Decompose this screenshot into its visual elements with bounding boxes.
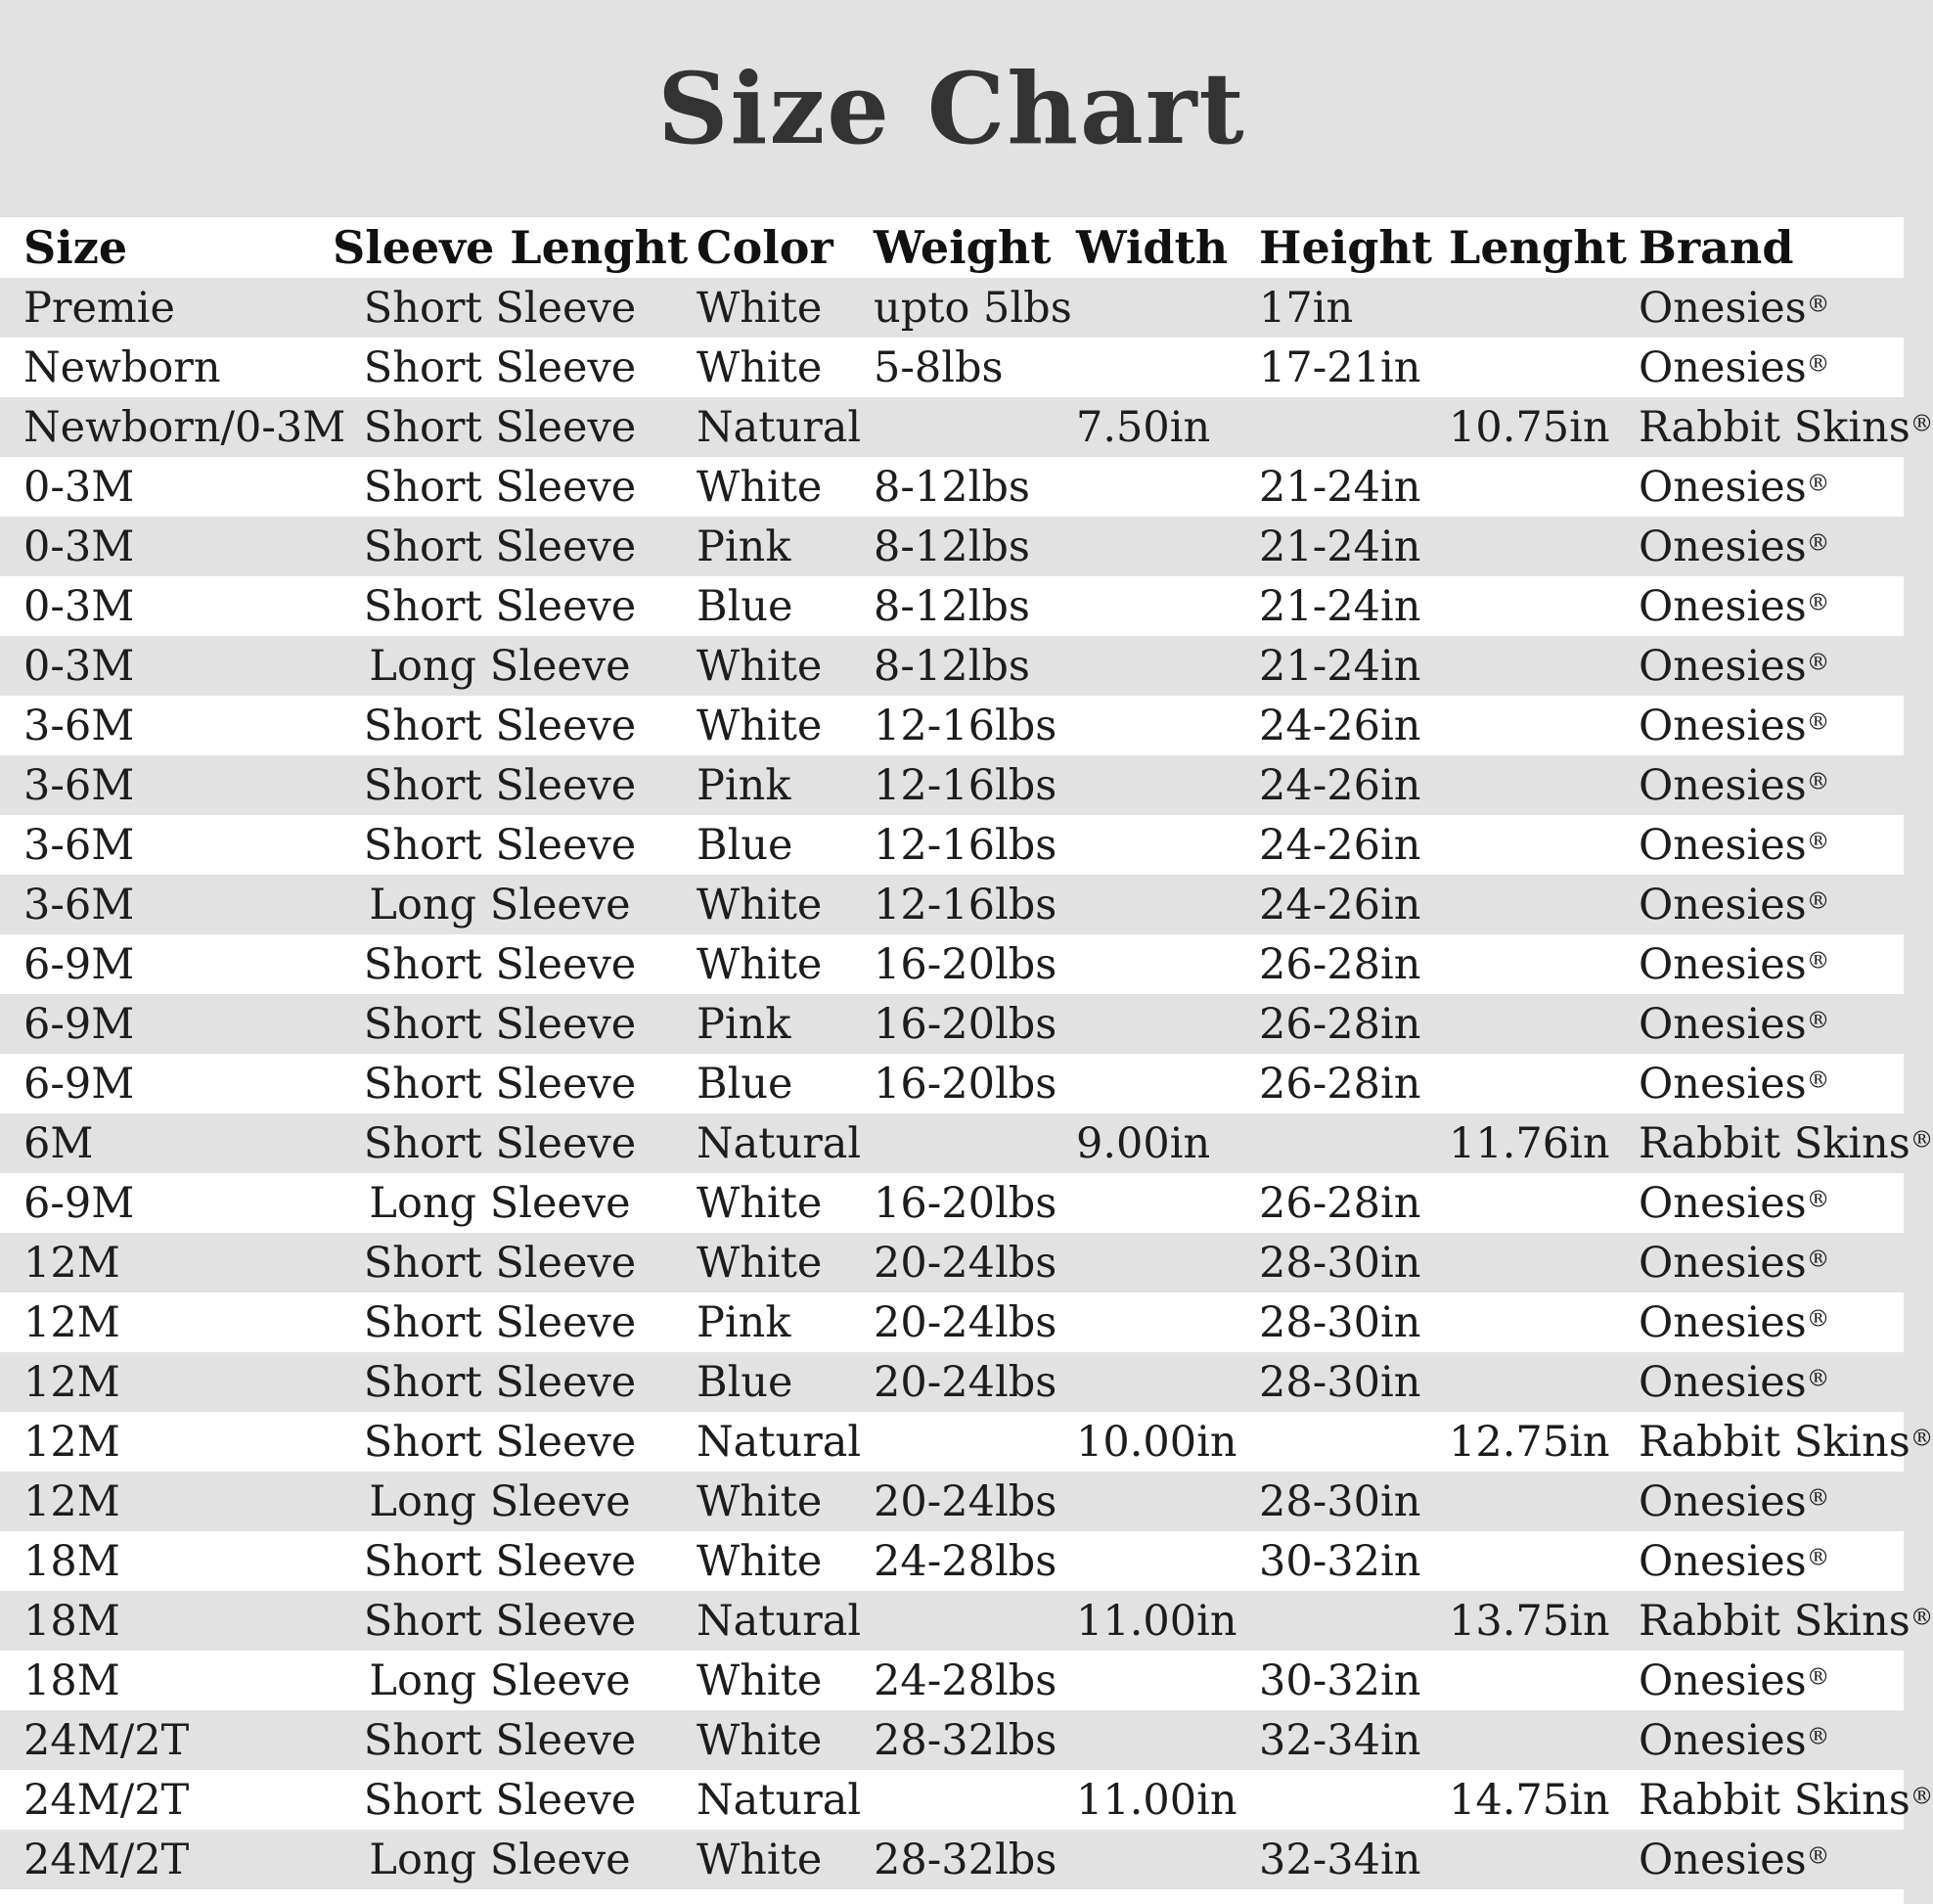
- cell-weight: 12-16lbs: [874, 760, 1057, 810]
- cell-height: 26-28in: [1259, 1178, 1421, 1228]
- cell-weight: 5-8lbs: [874, 342, 1004, 392]
- cell-size: 12M: [23, 1297, 120, 1347]
- col-header-color: Color: [697, 221, 833, 274]
- cell-color: White: [697, 342, 823, 392]
- cell-weight: 8-12lbs: [874, 641, 1030, 691]
- cell-weight: 28-32lbs: [874, 1715, 1057, 1765]
- cell-size: Newborn: [23, 342, 221, 392]
- cell-width: 10.00in: [1076, 1417, 1237, 1467]
- cell-sleeve-length: Short Sleeve: [363, 581, 637, 631]
- cell-brand: [1639, 1418, 1933, 1467]
- cell-length: 14.75in: [1449, 1775, 1610, 1825]
- registered-trademark-symbol: ®: [1806, 348, 1830, 377]
- cell-brand: [1639, 1477, 1904, 1526]
- brand-name: Onesies: [1639, 581, 1807, 631]
- brand-name: Rabbit Skins: [1639, 1417, 1911, 1467]
- table-row: [0, 1412, 1933, 1472]
- cell-color: White: [697, 1536, 823, 1586]
- cell-weight: 16-20lbs: [874, 1178, 1057, 1228]
- brand-name: Onesies: [1639, 1059, 1807, 1109]
- table-row: [0, 338, 1904, 397]
- cell-size: 12M: [23, 1476, 120, 1526]
- cell-size: 6-9M: [23, 1059, 135, 1109]
- registered-trademark-symbol: ®: [1806, 468, 1830, 496]
- cell-weight: 20-24lbs: [874, 1238, 1057, 1288]
- brand-name: Rabbit Skins: [1639, 1118, 1911, 1168]
- cell-size: 6-9M: [23, 999, 135, 1049]
- cell-brand: [1639, 463, 1904, 512]
- registered-trademark-symbol: ®: [1806, 1840, 1830, 1869]
- cell-weight: 16-20lbs: [874, 1059, 1057, 1109]
- cell-brand: [1639, 1179, 1904, 1228]
- brand-name: Onesies: [1639, 1178, 1807, 1228]
- cell-length: 10.75in: [1449, 402, 1610, 452]
- table-row: [0, 1233, 1904, 1292]
- cell-length: 13.75in: [1449, 1596, 1610, 1646]
- cell-length: 11.76in: [1449, 1118, 1610, 1168]
- cell-size: 6M: [23, 1118, 94, 1168]
- cell-height: 28-30in: [1259, 1238, 1421, 1288]
- brand-name: Onesies: [1639, 1715, 1807, 1765]
- table-row: [0, 1113, 1933, 1173]
- cell-sleeve-length: Short Sleeve: [363, 1238, 637, 1288]
- registered-trademark-symbol: ®: [1806, 1363, 1830, 1391]
- cell-weight: upto 5lbs: [874, 283, 1072, 333]
- table-row: [0, 1710, 1904, 1770]
- col-header-brand: Brand: [1639, 221, 1794, 274]
- registered-trademark-symbol: ®: [1806, 647, 1830, 675]
- cell-weight: 16-20lbs: [874, 999, 1057, 1049]
- table-row: [0, 1173, 1904, 1233]
- cell-color: White: [697, 1178, 823, 1228]
- cell-brand: [1639, 1656, 1904, 1705]
- registered-trademark-symbol: ®: [1806, 1661, 1830, 1690]
- cell-weight: 20-24lbs: [874, 1297, 1057, 1347]
- cell-color: Blue: [697, 1357, 793, 1407]
- cell-color: Natural: [697, 402, 862, 452]
- brand-name: Onesies: [1639, 1536, 1807, 1586]
- registered-trademark-symbol: ®: [1806, 1005, 1830, 1033]
- table-row: [0, 1472, 1904, 1531]
- table-row: [0, 1591, 1933, 1651]
- table-row: [0, 1352, 1904, 1412]
- registered-trademark-symbol: ®: [1806, 1065, 1830, 1093]
- cell-color: White: [697, 1835, 823, 1884]
- cell-weight: 8-12lbs: [874, 462, 1030, 512]
- cell-brand: [1639, 284, 1904, 333]
- brand-name: Onesies: [1639, 342, 1807, 392]
- cell-size: 12M: [23, 1238, 120, 1288]
- cell-height: 17in: [1259, 283, 1354, 333]
- cell-sleeve-length: Short Sleeve: [363, 283, 637, 333]
- registered-trademark-symbol: ®: [1806, 527, 1830, 556]
- cell-weight: 28-32lbs: [874, 1835, 1057, 1884]
- cell-sleeve-length: Long Sleeve: [369, 1655, 631, 1705]
- cell-sleeve-length: Short Sleeve: [363, 760, 637, 810]
- cell-height: 24-26in: [1259, 760, 1421, 810]
- table-row: [0, 636, 1904, 696]
- cell-sleeve-length: Long Sleeve: [369, 880, 631, 929]
- brand-name: Onesies: [1639, 1297, 1807, 1347]
- table-row: [0, 815, 1904, 875]
- cell-size: Newborn/0-3M: [23, 402, 346, 452]
- col-header-size: Size: [23, 221, 128, 274]
- cell-height: 24-26in: [1259, 701, 1421, 750]
- cell-size: 3-6M: [23, 760, 135, 810]
- table-row: [0, 457, 1904, 517]
- cell-height: 28-30in: [1259, 1476, 1421, 1526]
- cell-color: Natural: [697, 1118, 862, 1168]
- cell-height: 21-24in: [1259, 641, 1421, 691]
- cell-brand: [1639, 522, 1904, 571]
- cell-brand: [1639, 881, 1904, 929]
- cell-color: Pink: [697, 999, 791, 1049]
- table-row: [0, 1292, 1904, 1352]
- cell-sleeve-length: Long Sleeve: [369, 641, 631, 691]
- cell-height: 28-30in: [1259, 1357, 1421, 1407]
- cell-size: Premie: [23, 283, 175, 333]
- cell-brand: [1639, 1358, 1904, 1407]
- registered-trademark-symbol: ®: [1806, 826, 1830, 854]
- table-row: [0, 1651, 1904, 1710]
- cell-weight: 12-16lbs: [874, 820, 1057, 870]
- cell-color: Natural: [697, 1775, 862, 1825]
- table-header-row: [0, 217, 1904, 278]
- cell-color: White: [697, 1655, 823, 1705]
- registered-trademark-symbol: ®: [1806, 1184, 1830, 1212]
- registered-trademark-symbol: ®: [1806, 706, 1830, 735]
- brand-name: Onesies: [1639, 1238, 1807, 1288]
- cell-brand: [1639, 642, 1904, 691]
- registered-trademark-symbol: ®: [1910, 1124, 1933, 1153]
- cell-width: 11.00in: [1076, 1596, 1237, 1646]
- cell-sleeve-length: Short Sleeve: [363, 1596, 637, 1646]
- cell-color: White: [697, 1715, 823, 1765]
- registered-trademark-symbol: ®: [1806, 1244, 1830, 1272]
- cell-width: 7.50in: [1076, 402, 1211, 452]
- cell-height: 21-24in: [1259, 581, 1421, 631]
- cell-sleeve-length: Short Sleeve: [363, 999, 637, 1049]
- registered-trademark-symbol: ®: [1806, 1303, 1830, 1332]
- cell-color: White: [697, 939, 823, 989]
- registered-trademark-symbol: ®: [1806, 945, 1830, 974]
- registered-trademark-symbol: ®: [1806, 1721, 1830, 1749]
- cell-color: White: [697, 701, 823, 750]
- cell-size: 18M: [23, 1536, 120, 1586]
- table-row: [0, 875, 1904, 934]
- registered-trademark-symbol: ®: [1806, 1542, 1830, 1570]
- brand-name: Onesies: [1639, 1835, 1807, 1884]
- cell-height: 17-21in: [1259, 342, 1421, 392]
- brand-name: Onesies: [1639, 283, 1807, 333]
- brand-name: Onesies: [1639, 462, 1807, 512]
- col-header-height: Height: [1259, 221, 1433, 274]
- cell-height: 30-32in: [1259, 1655, 1421, 1705]
- cell-brand: [1639, 1776, 1933, 1825]
- cell-sleeve-length: Short Sleeve: [363, 402, 637, 452]
- cell-color: White: [697, 641, 823, 691]
- cell-size: 12M: [23, 1357, 120, 1407]
- cell-color: Pink: [697, 1297, 791, 1347]
- cell-sleeve-length: Short Sleeve: [363, 1297, 637, 1347]
- cell-height: 32-34in: [1259, 1835, 1421, 1884]
- cell-weight: 24-28lbs: [874, 1655, 1057, 1705]
- cell-color: White: [697, 1238, 823, 1288]
- brand-name: Rabbit Skins: [1639, 1596, 1911, 1646]
- cell-height: 21-24in: [1259, 462, 1421, 512]
- brand-name: Onesies: [1639, 641, 1807, 691]
- table-row: [0, 755, 1904, 815]
- registered-trademark-symbol: ®: [1910, 1423, 1933, 1451]
- cell-sleeve-length: Short Sleeve: [363, 462, 637, 512]
- cell-sleeve-length: Short Sleeve: [363, 701, 637, 750]
- cell-color: Natural: [697, 1596, 862, 1646]
- cell-sleeve-length: Short Sleeve: [363, 521, 637, 571]
- registered-trademark-symbol: ®: [1910, 1602, 1933, 1630]
- size-chart-table: [0, 217, 1933, 1889]
- brand-name: Onesies: [1639, 999, 1807, 1049]
- cell-color: White: [697, 283, 823, 333]
- cell-brand: [1639, 403, 1933, 452]
- registered-trademark-symbol: ®: [1806, 587, 1830, 615]
- col-header-width: Width: [1076, 221, 1229, 274]
- page-title: Size Chart: [657, 51, 1246, 166]
- cell-weight: 12-16lbs: [874, 880, 1057, 929]
- cell-weight: 24-28lbs: [874, 1536, 1057, 1586]
- brand-name: Onesies: [1639, 820, 1807, 870]
- registered-trademark-symbol: ®: [1806, 885, 1830, 914]
- cell-color: Pink: [697, 521, 791, 571]
- cell-brand: [1639, 1836, 1904, 1884]
- cell-weight: 8-12lbs: [874, 581, 1030, 631]
- cell-brand: [1639, 1000, 1904, 1049]
- table-row: [0, 994, 1904, 1054]
- cell-color: Blue: [697, 581, 793, 631]
- registered-trademark-symbol: ®: [1910, 408, 1933, 436]
- table-rows: [0, 278, 1933, 1889]
- cell-sleeve-length: Short Sleeve: [363, 1417, 637, 1467]
- cell-brand: [1639, 582, 1904, 631]
- cell-size: 24M/2T: [23, 1775, 190, 1825]
- cell-weight: 20-24lbs: [874, 1357, 1057, 1407]
- cell-size: 6-9M: [23, 1178, 135, 1228]
- cell-sleeve-length: Long Sleeve: [369, 1835, 631, 1884]
- brand-name: Onesies: [1639, 880, 1807, 929]
- cell-color: White: [697, 1476, 823, 1526]
- cell-sleeve-length: Short Sleeve: [363, 1536, 637, 1586]
- cell-sleeve-length: Long Sleeve: [369, 1178, 631, 1228]
- brand-name: Rabbit Skins: [1639, 402, 1911, 452]
- cell-size: 0-3M: [23, 521, 135, 571]
- table-row: [0, 1054, 1904, 1113]
- cell-height: 26-28in: [1259, 999, 1421, 1049]
- cell-height: 24-26in: [1259, 880, 1421, 929]
- cell-height: 26-28in: [1259, 1059, 1421, 1109]
- table-row: [0, 1830, 1904, 1889]
- cell-brand: [1639, 821, 1904, 870]
- brand-name: Onesies: [1639, 701, 1807, 750]
- cell-brand: [1639, 1537, 1904, 1586]
- cell-size: 18M: [23, 1655, 120, 1705]
- registered-trademark-symbol: ®: [1910, 1781, 1933, 1809]
- cell-brand: [1639, 343, 1904, 392]
- cell-sleeve-length: Short Sleeve: [363, 1775, 637, 1825]
- cell-length: 12.75in: [1449, 1417, 1610, 1467]
- cell-size: 24M/2T: [23, 1715, 190, 1765]
- cell-brand: [1639, 1239, 1904, 1288]
- cell-sleeve-length: Short Sleeve: [363, 1357, 637, 1407]
- registered-trademark-symbol: ®: [1806, 289, 1830, 317]
- cell-sleeve-length: Short Sleeve: [363, 939, 637, 989]
- cell-weight: 8-12lbs: [874, 521, 1030, 571]
- table-row: [0, 1770, 1933, 1830]
- col-header-sleeve: Sleeve Lenght: [333, 221, 689, 274]
- cell-width: 9.00in: [1076, 1118, 1211, 1168]
- brand-name: Onesies: [1639, 1476, 1807, 1526]
- table-row: [0, 278, 1904, 338]
- cell-weight: 12-16lbs: [874, 701, 1057, 750]
- bottom-strip: [0, 1889, 1904, 1904]
- table-row: [0, 1531, 1904, 1591]
- brand-name: Onesies: [1639, 1357, 1807, 1407]
- cell-size: 3-6M: [23, 701, 135, 750]
- cell-size: 18M: [23, 1596, 120, 1646]
- cell-brand: [1639, 702, 1904, 750]
- cell-height: 32-34in: [1259, 1715, 1421, 1765]
- brand-name: Onesies: [1639, 939, 1807, 989]
- col-header-weight: Weight: [874, 221, 1052, 274]
- cell-size: 3-6M: [23, 820, 135, 870]
- registered-trademark-symbol: ®: [1806, 1482, 1830, 1511]
- cell-brand: [1639, 1060, 1904, 1109]
- cell-height: 21-24in: [1259, 521, 1421, 571]
- cell-size: 24M/2T: [23, 1835, 190, 1884]
- cell-brand: [1639, 1597, 1933, 1646]
- cell-height: 26-28in: [1259, 939, 1421, 989]
- cell-color: Blue: [697, 1059, 793, 1109]
- col-header-length: Lenght: [1449, 221, 1627, 274]
- table-row: [0, 397, 1933, 457]
- table-row: [0, 696, 1904, 755]
- cell-size: 3-6M: [23, 880, 135, 929]
- title-area: [0, 0, 1904, 217]
- cell-size: 12M: [23, 1417, 120, 1467]
- cell-size: 6-9M: [23, 939, 135, 989]
- brand-name: Onesies: [1639, 760, 1807, 810]
- cell-sleeve-length: Long Sleeve: [369, 1476, 631, 1526]
- cell-sleeve-length: Short Sleeve: [363, 1715, 637, 1765]
- cell-brand: [1639, 940, 1904, 989]
- cell-height: 30-32in: [1259, 1536, 1421, 1586]
- cell-weight: 20-24lbs: [874, 1476, 1057, 1526]
- cell-color: Pink: [697, 760, 791, 810]
- cell-color: White: [697, 880, 823, 929]
- cell-color: Blue: [697, 820, 793, 870]
- brand-name: Onesies: [1639, 1655, 1807, 1705]
- cell-height: 28-30in: [1259, 1297, 1421, 1347]
- brand-name: Rabbit Skins: [1639, 1775, 1911, 1825]
- cell-sleeve-length: Short Sleeve: [363, 1059, 637, 1109]
- registered-trademark-symbol: ®: [1806, 766, 1830, 794]
- cell-color: Natural: [697, 1417, 862, 1467]
- cell-sleeve-length: Short Sleeve: [363, 342, 637, 392]
- cell-size: 0-3M: [23, 641, 135, 691]
- cell-size: 0-3M: [23, 462, 135, 512]
- cell-height: 24-26in: [1259, 820, 1421, 870]
- table-row: [0, 934, 1904, 994]
- cell-width: 11.00in: [1076, 1775, 1237, 1825]
- cell-sleeve-length: Short Sleeve: [363, 820, 637, 870]
- cell-sleeve-length: Short Sleeve: [363, 1118, 637, 1168]
- table-row: [0, 576, 1904, 636]
- cell-brand: [1639, 1298, 1904, 1347]
- brand-name: Onesies: [1639, 521, 1807, 571]
- cell-brand: [1639, 761, 1904, 810]
- table-row: [0, 517, 1904, 576]
- cell-color: White: [697, 462, 823, 512]
- cell-brand: [1639, 1716, 1904, 1765]
- cell-size: 0-3M: [23, 581, 135, 631]
- cell-brand: [1639, 1119, 1933, 1168]
- cell-weight: 16-20lbs: [874, 939, 1057, 989]
